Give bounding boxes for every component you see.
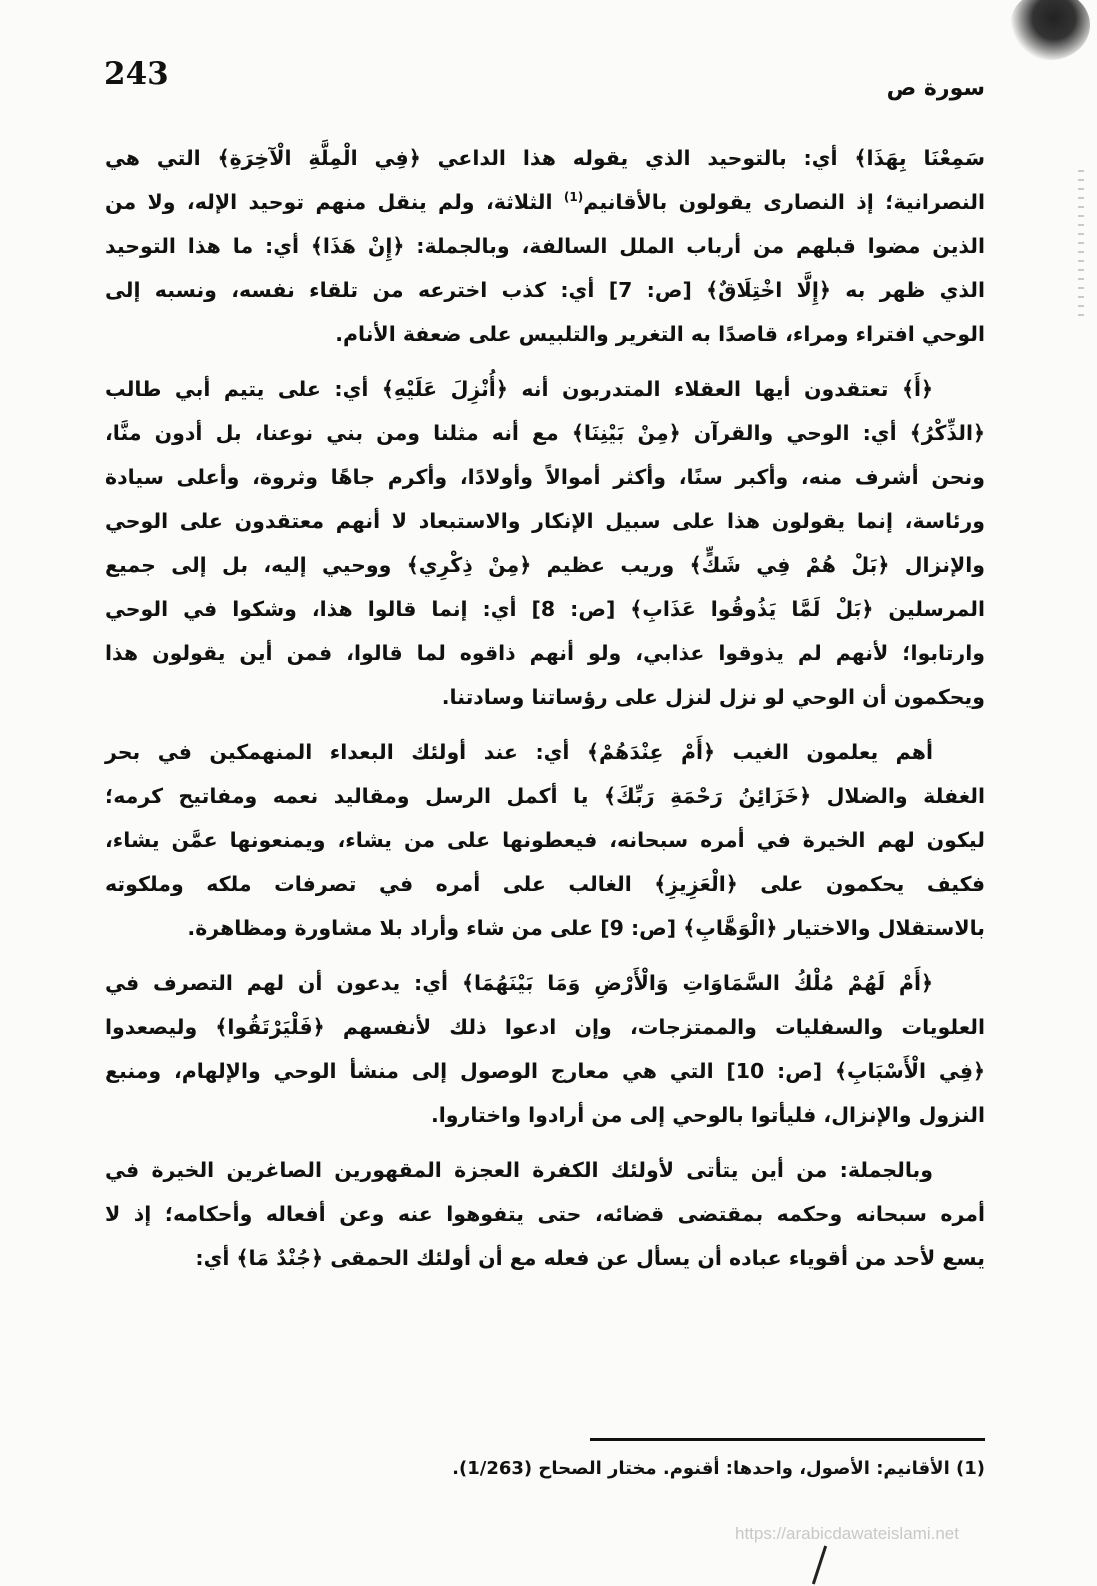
text-line: وارتابوا؛ لأنهم لم يذوقوا عذابي، ولو أنهم ذاقوه لما قالوا، فمن أين يقولون هذا (105, 641, 985, 665)
scan-smudge (1010, 0, 1090, 60)
text-line: النصرانية؛ إذ النصارى يقولون بالأقانيم$^{(1)}$ الثلاثة، ولم ينقل منهم توحيد الإله، ولا من (105, 190, 985, 214)
paragraph (105, 1148, 985, 1280)
text-line: سَمِعْنَا بِهَذَا﴾ أي: بالتوحيد الذي يقوله هذا الداعي ﴿فِي الْمِلَّةِ الْآخِرَةِ﴾ التي هي (105, 146, 985, 170)
text-line: المرسلين ﴿بَلْ لَمَّا يَذُوقُوا عَذَابِ﴾ [ص: 8] أي: إنما قالوا هذا، وشكوا في الوحي (105, 597, 985, 621)
text-line: يسع لأحد من أقوياء عباده أن يسأل عن فعله مع أن أولئك الحمقى ﴿جُنْدٌ مَا﴾ أي: (195, 1246, 985, 1270)
text-line: أهم يعلمون الغيب ﴿أَمْ عِنْدَهُمْ﴾ أي: عند أولئك البعداء المنهمكين في بحر (105, 740, 933, 764)
text-line: أمره سبحانه وحكمه بمقتضى قضائه، حتى يتفوهوا عنه وعن أفعاله وأحكامه؛ إذ لا (105, 1202, 985, 1226)
text-line: ﴿أَمْ لَهُمْ مُلْكُ السَّمَاوَاتِ وَالْأَرْضِ وَمَا بَيْنَهُمَا﴾ أي: يدعون أن لهم التصرف في (105, 971, 933, 995)
text-line: الذين مضوا قبلهم من أرباب الملل السالفة، وبالجملة: ﴿إِنْ هَذَا﴾ أي: ما هذا التوحيد (105, 234, 985, 258)
paragraph (105, 961, 985, 1137)
paragraph (105, 730, 985, 950)
text-line: ﴿أَ﴾ تعتقدون أيها العقلاء المتدربون أنه ﴿أُنْزِلَ عَلَيْهِ﴾ أي: على يتيم أبي طالب (105, 377, 933, 401)
text-line: الذي ظهر به ﴿إِلَّا اخْتِلَاقٌ﴾ [ص: 7] أي: كذب اخترعه من تلقاء نفسه، ونسبه إلى (105, 278, 985, 302)
page-number: 243 (104, 56, 169, 92)
text-line: ﴿الذِّكْرُ﴾ أي: الوحي والقرآن ﴿مِنْ بَيْنِنَا﴾ مع أنه مثلنا ومن بني نوعنا، بل أدون منَّا، (105, 421, 985, 445)
text-line: بالاستقلال والاختيار ﴿الْوَهَّابِ﴾ [ص: 9] على من شاء وأراد بلا مشاورة ومظاهرة. (187, 916, 985, 940)
page-body-text (105, 136, 985, 1291)
footnote-separator (590, 1438, 985, 1441)
text-line: ونحن أشرف منه، وأكبر سنًا، وأكثر أموالاً وأولادًا، وأكرم جاهًا وثروة، وأعلى سيادة (105, 465, 985, 489)
watermark-url: https://arabicdawateislami.net (735, 1524, 959, 1543)
text-line: العلويات والسفليات والممتزجات، وإن ادعوا ذلك لأنفسهم ﴿فَلْيَرْتَقُوا﴾ وليصعدوا (105, 1015, 985, 1039)
text-line: النزول والإنزال، فليأتوا بالوحي إلى من أرادوا واختاروا. (430, 1103, 985, 1127)
text-line: ورئاسة، إنما يقولون هذا على سبيل الإنكار والاستبعاد لا أنهم معتقدون على الوحي (105, 509, 985, 533)
paragraph (105, 367, 985, 719)
text-line: فكيف يحكمون على ﴿الْعَزِيزِ﴾ الغالب على أمره في تصرفات ملكه وملكوته (105, 872, 985, 896)
paragraph (105, 136, 985, 356)
scan-mark (812, 1546, 827, 1585)
text-line: ليكون لهم الخيرة في أمره سبحانه، فيعطونها على من يشاء، ويمنعونها عمَّن يشاء، (105, 828, 985, 852)
running-header-surah-title: سورة ص (886, 76, 985, 101)
footnote-reference: (1) (563, 190, 584, 205)
text-line: الوحي افتراء ومراء، قاصدًا به التغرير والتلبيس على ضعفة الأنام. (335, 322, 985, 346)
scan-edge-noise (1078, 170, 1084, 320)
text-line: ﴿فِي الْأَسْبَابِ﴾ [ص: 10] التي هي معارج الوصول إلى منشأ الوحي والإلهام، ومنبع (105, 1059, 986, 1083)
footnote: (1) الأقانيم: الأصول، واحدها: أقنوم. مختار الصحاح (1/263). (452, 1458, 985, 1479)
text-line: والإنزال ﴿بَلْ هُمْ فِي شَكٍّ﴾ وريب عظيم ﴿مِنْ ذِكْرِي﴾ ووحيي إليه، بل إلى جميع (105, 553, 985, 577)
text-line: الغفلة والضلال ﴿خَزَائِنُ رَحْمَةِ رَبِّكَ﴾ يا أكمل الرسل ومقاليد نعمه ومفاتيح كرمه؛ (105, 784, 985, 808)
text-line: ويحكمون أن الوحي لو نزل لنزل على رؤساتنا وسادتنا. (441, 685, 985, 709)
text-line: وبالجملة: من أين يتأتى لأولئك الكفرة العجزة المقهورين الصاغرين الخيرة في (105, 1158, 933, 1182)
